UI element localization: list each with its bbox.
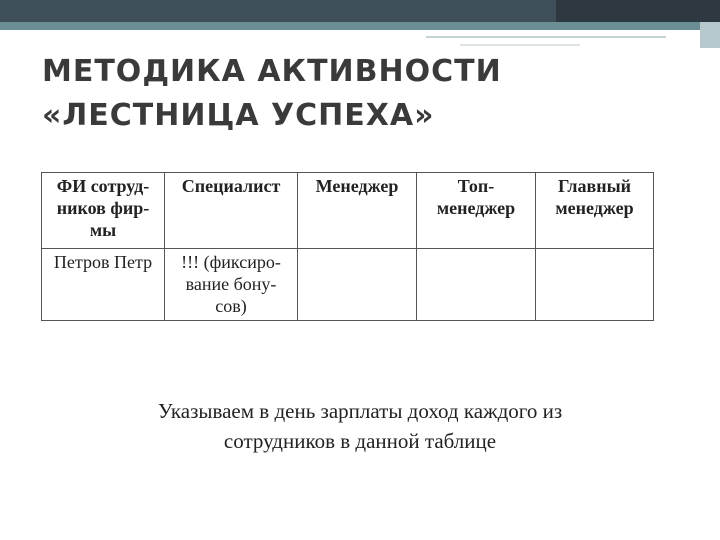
cell-manager bbox=[298, 249, 417, 321]
title-line-2: «ЛЕСТНИЦА УСПЕХА» bbox=[42, 98, 435, 133]
slide-title bbox=[42, 50, 682, 138]
header-employee-name: ФИ сотруд- ников фир- мы bbox=[42, 173, 165, 249]
decor-line-short bbox=[460, 44, 580, 46]
slide-caption bbox=[60, 396, 660, 456]
employee-table bbox=[41, 172, 654, 321]
title-line-1: МЕТОДИКА АКТИВНОСТИ bbox=[42, 54, 502, 89]
header-manager: Менеджер bbox=[298, 173, 417, 249]
top-decor-bar-dark bbox=[556, 0, 720, 22]
header-top-manager: Топ- менеджер bbox=[417, 173, 536, 249]
cell-specialist: !!! (фиксиро- вание бону- сов) bbox=[165, 249, 298, 321]
cell-employee-name: Петров Петр bbox=[42, 249, 165, 321]
accent-decor-bar bbox=[0, 22, 720, 30]
decor-line bbox=[426, 36, 666, 38]
table-row bbox=[42, 249, 654, 321]
header-specialist: Специалист bbox=[165, 173, 298, 249]
header-chief-manager: Главный менеджер bbox=[536, 173, 654, 249]
cell-top-manager bbox=[417, 249, 536, 321]
corner-decor bbox=[700, 22, 720, 48]
cell-chief-manager bbox=[536, 249, 654, 321]
caption-line-1: Указываем в день зарплаты доход каждого из bbox=[157, 399, 563, 423]
table-header-row bbox=[42, 173, 654, 249]
caption-line-2: сотрудников в данной таблице bbox=[223, 429, 497, 453]
